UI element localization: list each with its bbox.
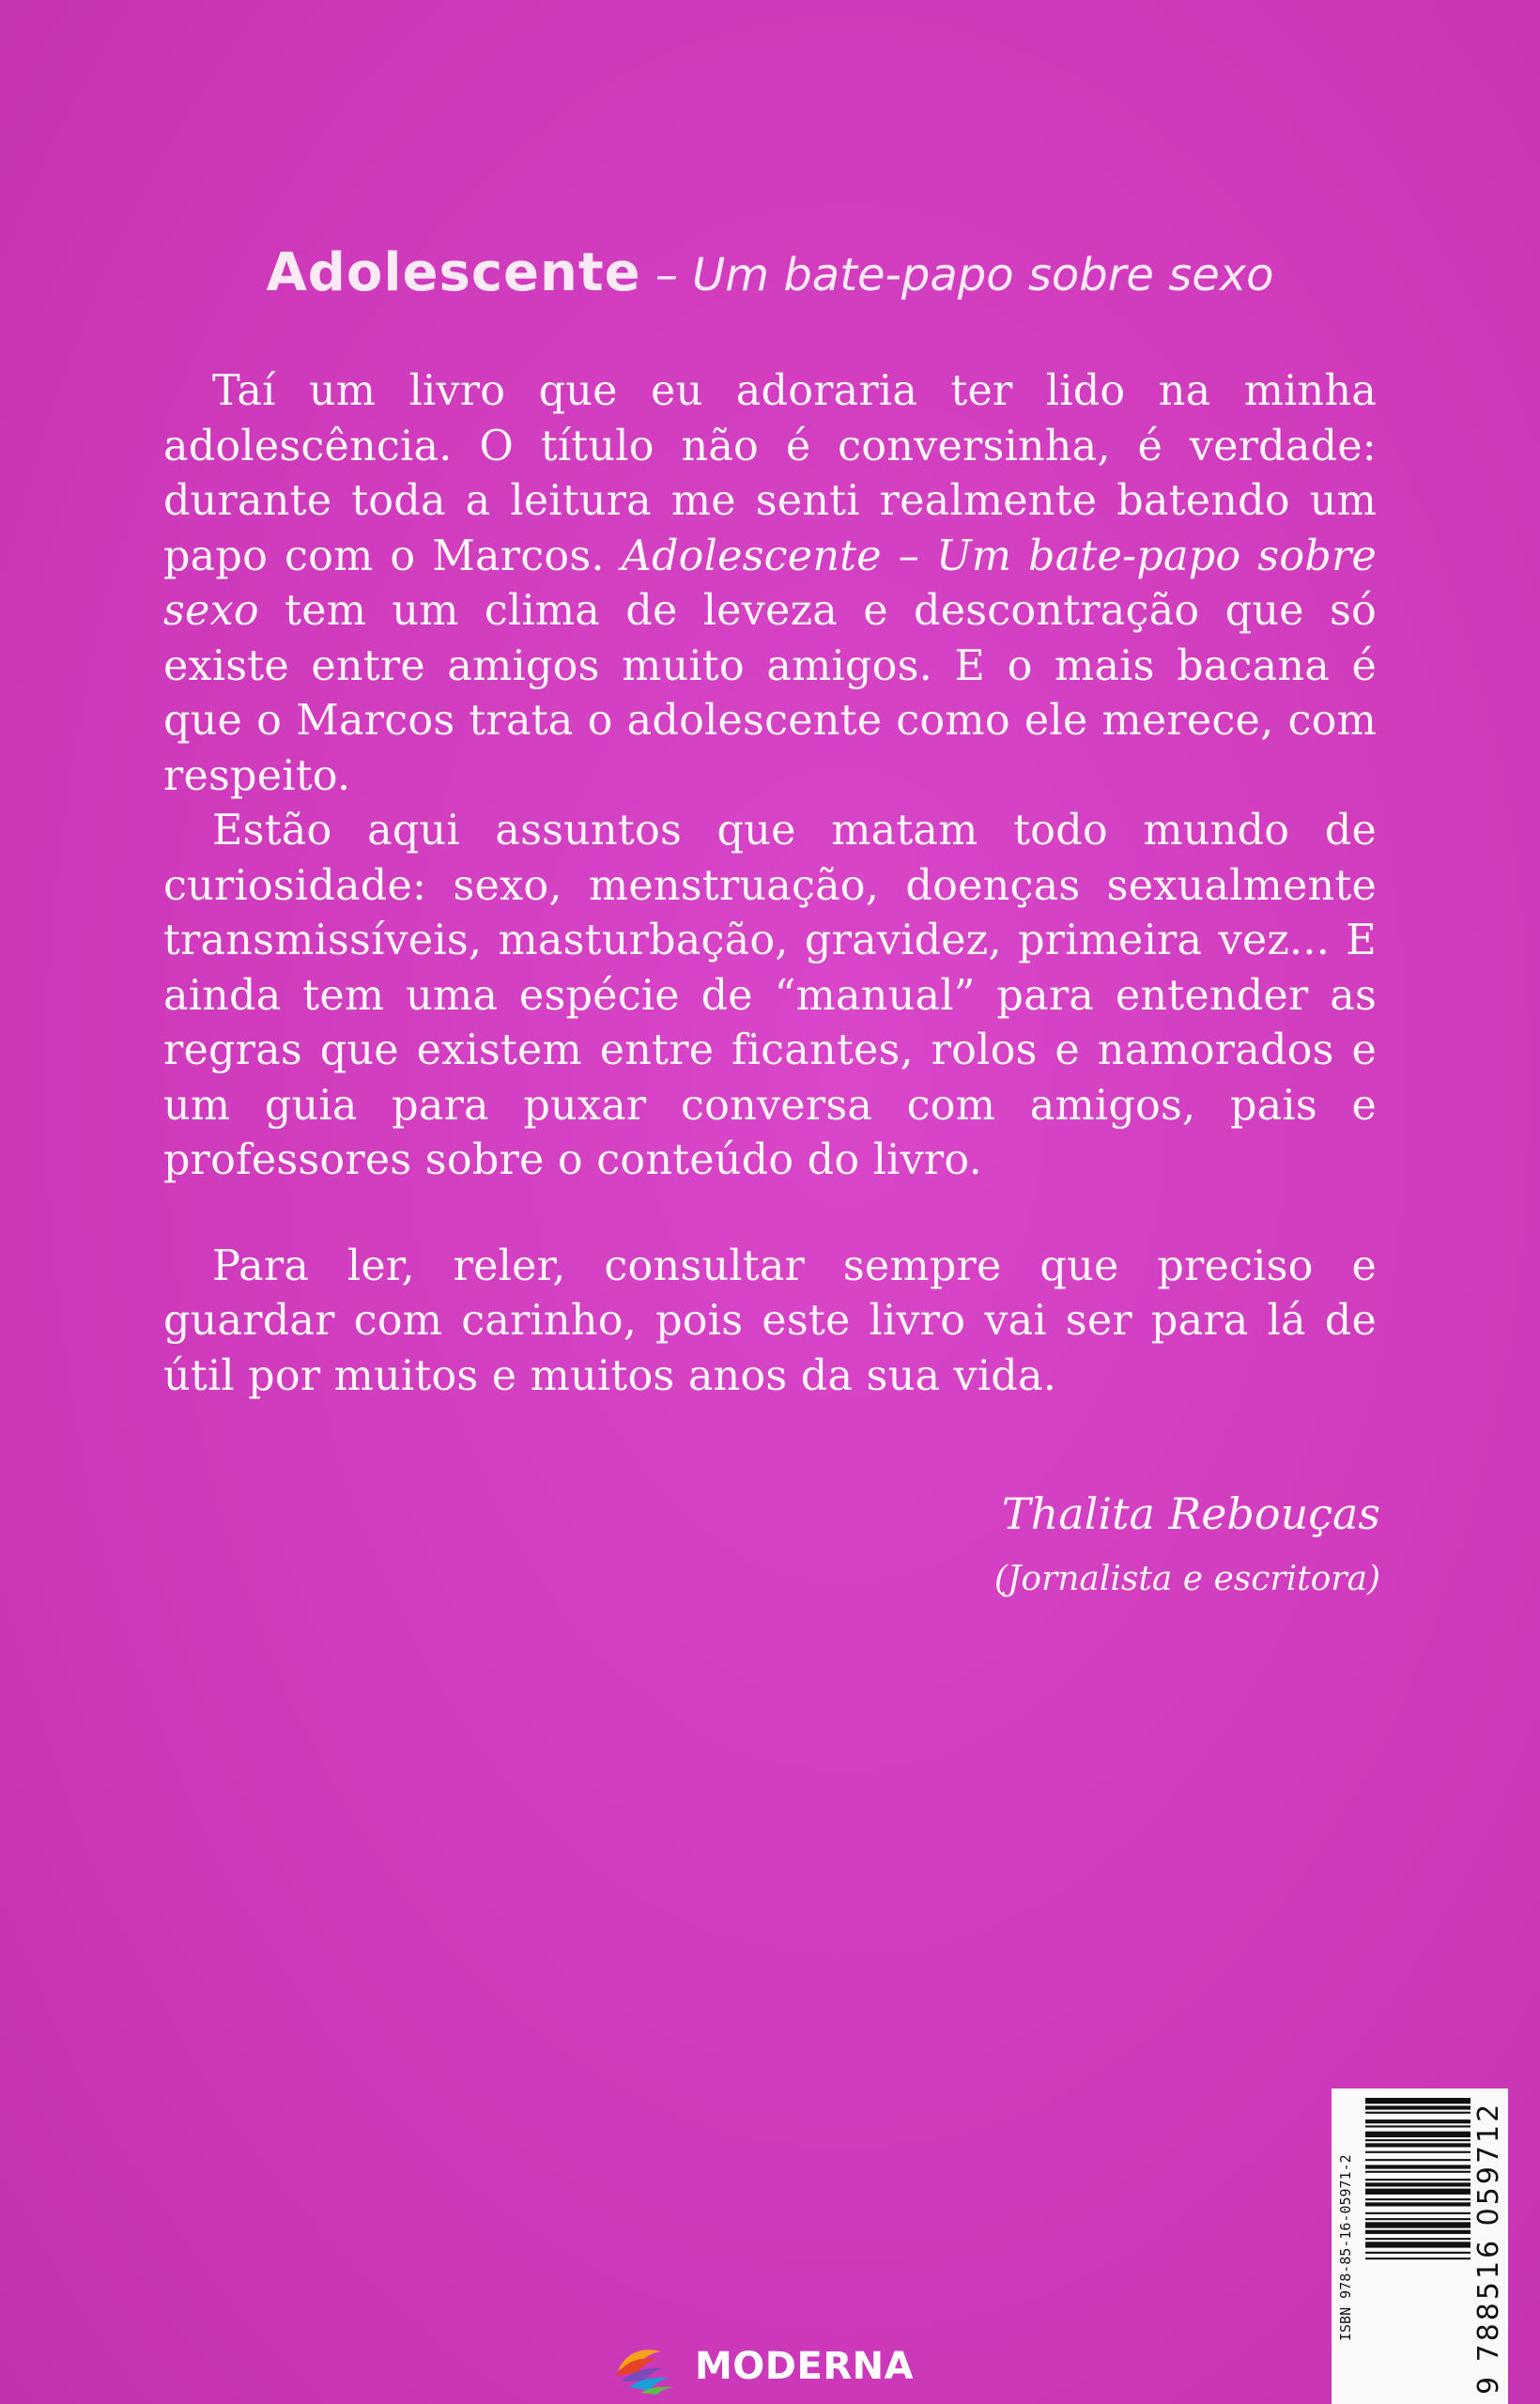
title-main: Adolescente: [266, 242, 641, 303]
isbn-barcode: [1332, 2088, 1508, 2404]
signature: [994, 1486, 1380, 1604]
review-text: [163, 364, 1377, 1404]
barcode-bars: [1365, 2098, 1471, 2398]
book-title: [0, 242, 1540, 303]
paragraph-1: [163, 364, 1377, 804]
author-role: (Jornalista e escritora): [993, 1560, 1380, 1598]
publisher-name: MODERNA: [695, 2345, 915, 2388]
paragraph-1-start: Taí um livro que eu adoraria ter lido na minha adolescência. O título não é conversinha, é verdade: durante toda a leitura me senti realmente batendo um papo com o Marcos.: [163, 367, 1377, 580]
paragraph-3: Para ler, reler, consultar sempre que preciso e guardar com carinho, pois este livro vai ser para lá de útil por muitos e muitos anos da sua vida.: [163, 1241, 1377, 1400]
book-title-inline: Adolescente – Um bate-papo sobre sexo: [163, 532, 1377, 635]
barcode-digits: 9 788516 059712: [1472, 2101, 1505, 2396]
paragraph-1-end: tem um clima de leveza e descontração que só existe entre amigos muito amigos. E o mais bacana é que o Marcos trata o adolescente como ele merece, com respeito.: [163, 587, 1377, 800]
paragraph-2: Estão aqui assuntos que matam todo mundo de curiosidade: sexo, menstruação, doenças sexualmente transmissíveis, masturbação, gravidez, primeira vez... E ainda tem uma espécie de “manual” para entender as regras que existem entre ficantes, rolos e namorados e um guia para puxar conversa com amigos, pais e professores sobre o conteúdo do livro.: [163, 807, 1377, 1184]
moderna-swirl-icon: [612, 2338, 691, 2395]
title-subtitle: – Um bate-papo sobre sexo: [640, 249, 1274, 301]
author-name: Thalita Rebouças: [1001, 1488, 1380, 1539]
publisher-logo: [612, 2338, 914, 2395]
isbn-number: ISBN 978-85-16-05971-2: [1337, 2154, 1354, 2342]
